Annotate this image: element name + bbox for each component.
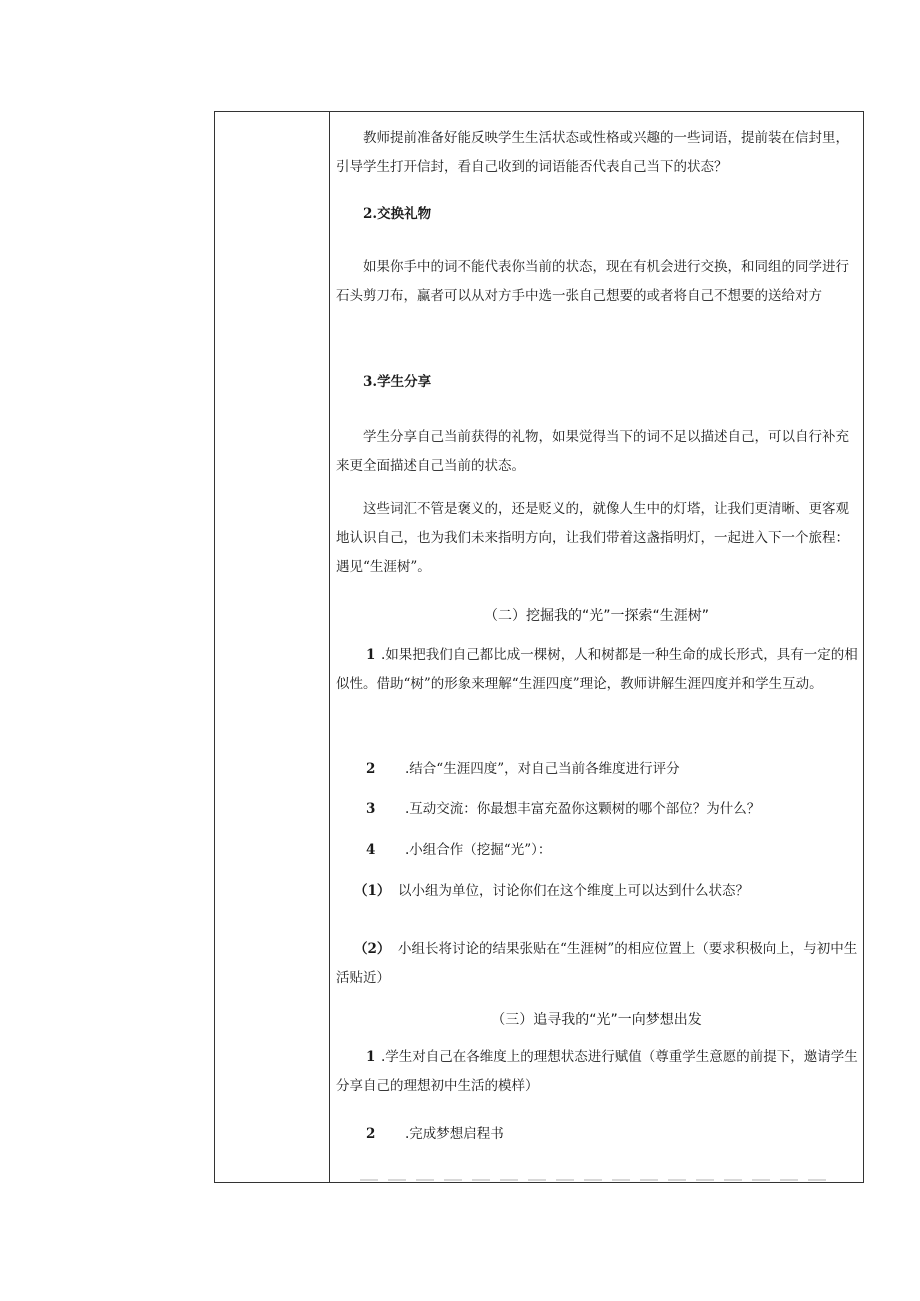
sub-item-number: （2） xyxy=(354,941,391,957)
table-content-column xyxy=(330,112,863,1182)
lesson-table xyxy=(214,111,864,1183)
paragraph-lighthouse: 这些词汇不管是褒义的，还是贬义的，就像人生中的灯塔，让我们更清晰、更客观地认识自己，也为我们未来指明方向，让我们带着这盏指明灯，一起进入下一个旅程：遇见“生涯树”。 xyxy=(336,501,849,575)
step-title-exchange: 2.交换礼物 xyxy=(363,206,432,222)
item-number: 1 xyxy=(366,647,376,663)
paragraph-share: 学生分享自己当前获得的礼物，如果觉得当下的词不足以描述自己，可以自行补充来更全面描述自己当前的状态。 xyxy=(336,429,849,474)
paragraph-exchange: 如果你手中的词不能代表你当前的状态，现在有机会进行交换，和同组的同学进行石头剪刀布，赢者可以从对方手中选一张自己想要的或者将自己不想要的送给对方 xyxy=(336,259,849,304)
item-text-tree: .如果把我们自己都比成一棵树，人和树都是一种生命的成长形式，具有一定的相似性。借助“树”的形象来理解“生涯四度”理论，教师讲解生涯四度并和学生互动。 xyxy=(336,647,858,692)
item-number: 1 xyxy=(366,1049,376,1065)
sub-item-number: （1） xyxy=(354,883,391,899)
paragraph-envelope: 教师提前准备好能反映学生生活状态或性格或兴趣的一些词语，提前装在信封里，引导学生打开信封，看自己收到的词语能否代表自己当下的状态？ xyxy=(336,130,849,175)
item-text-group: .小组合作（挖掘“光”）： xyxy=(405,842,552,858)
sub-item-text-post: 小组长将讨论的结果张贴在“生涯树”的相应位置上（要求积极向上，与初中生活贴近） xyxy=(336,941,858,986)
item-number: 2 xyxy=(366,1126,376,1142)
item-number: 2 xyxy=(366,761,376,777)
sub-item-text-discuss: 以小组为单位，讨论你们在这个维度上可以达到什么状态？ xyxy=(398,883,749,899)
item-text-interaction: .互动交流：你最想丰富充盈你这颗树的哪个部位？为什么？ xyxy=(405,801,761,817)
item-text-dream-book: .完成梦想启程书 xyxy=(405,1126,504,1142)
item-number: 4 xyxy=(366,842,376,858)
item-text-score: .结合“生涯四度”，对自己当前各维度进行评分 xyxy=(405,761,680,777)
item-text-ideal: .学生对自己在各维度上的理想状态进行赋值（尊重学生意愿的前提下，邀请学生分享自己的理想初中生活的模样） xyxy=(336,1049,858,1094)
step-title-share: 3.学生分享 xyxy=(363,374,432,390)
section-heading-dream: （三）追寻我的“光”一向梦想出发 xyxy=(491,1012,702,1028)
table-left-column xyxy=(215,112,330,1182)
item-number: 3 xyxy=(366,801,376,817)
cut-off-text-line xyxy=(360,1179,830,1181)
section-heading-explore: （二）挖掘我的“光”一探索“生涯树” xyxy=(483,608,709,624)
